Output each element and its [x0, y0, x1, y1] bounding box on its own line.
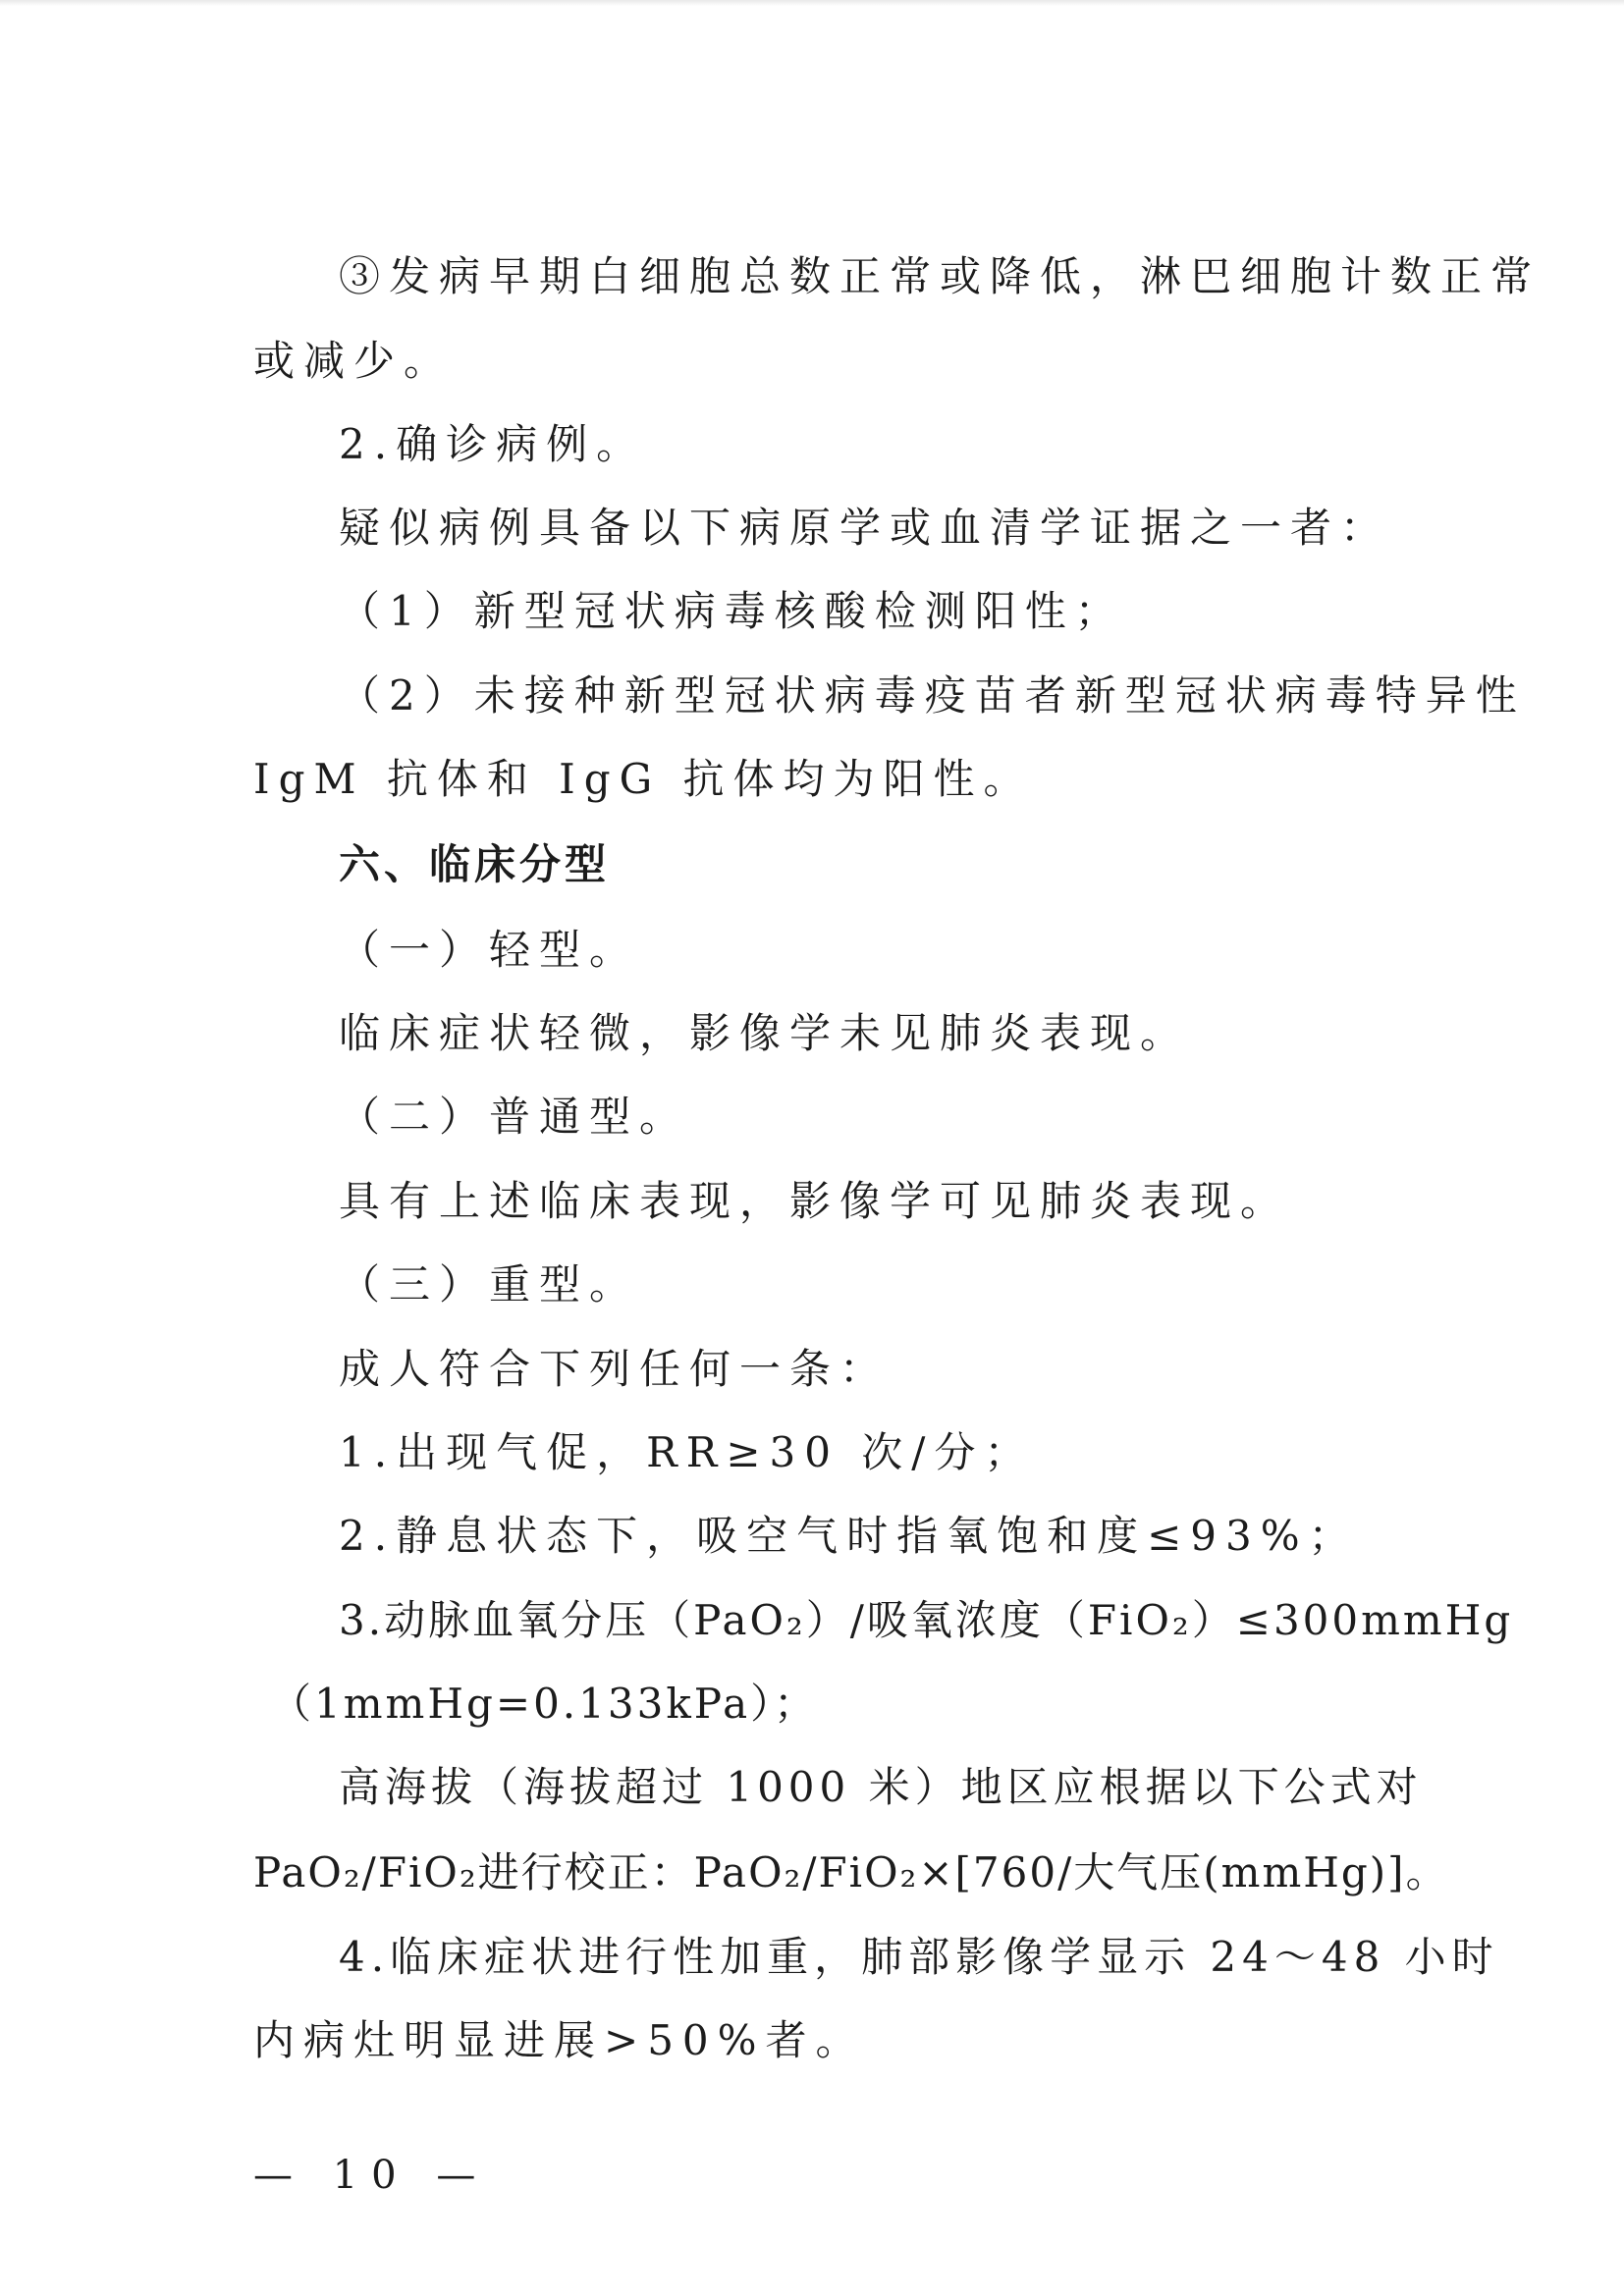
body-line-22: 内病灶明显进展>50%者。: [253, 2016, 866, 2064]
body-line-16: 2.静息状态下，吸空气时指氧饱和度≤93%；: [339, 1512, 1359, 1560]
body-line-14: 成人符合下列任何一条：: [339, 1345, 891, 1393]
body-line-21: 4.临床症状进行性加重，肺部影像学显示 24～48 小时: [339, 1933, 1499, 1981]
body-line-10: 临床症状轻微，影像学未见肺炎表现。: [339, 1009, 1191, 1057]
body-line-2: 或减少。: [253, 337, 455, 385]
section-heading: 六、临床分型: [339, 840, 611, 888]
body-line-18: （1mmHg=0.133kPa）；: [270, 1680, 819, 1728]
body-line-6: （2）未接种新型冠状病毒疫苗者新型冠状病毒特异性: [339, 671, 1526, 720]
body-line-1: ③发病早期白细胞总数正常或降低，淋巴细胞计数正常: [339, 252, 1542, 300]
page-number: — 10 —: [253, 2153, 490, 2198]
subheading-common: （二）普通型。: [339, 1093, 690, 1141]
body-line-4: 疑似病例具备以下病原学或血清学证据之一者：: [339, 504, 1391, 552]
body-line-17: 3.动脉血氧分压（PaO₂）/吸氧浓度（FiO₂）≤300mmHg: [339, 1596, 1514, 1644]
body-line-3: 2.确诊病例。: [339, 420, 647, 468]
body-line-20: PaO₂/FiO₂进行校正：PaO₂/FiO₂×[760/大气压(mmHg)]。: [253, 1848, 1449, 1896]
body-line-12: 具有上述临床表现，影像学可见肺炎表现。: [339, 1177, 1291, 1225]
subheading-severe: （三）重型。: [339, 1260, 640, 1308]
body-line-7: IgM 抗体和 IgG 抗体均为阳性。: [253, 755, 1034, 803]
body-line-19: 高海拔（海拔超过 1000 米）地区应根据以下公式对: [339, 1763, 1423, 1811]
subheading-mild: （一）轻型。: [339, 926, 640, 974]
scan-edge: [0, 0, 1624, 6]
body-line-5: （1）新型冠状病毒核酸检测阳性；: [339, 587, 1125, 635]
body-line-15: 1.出现气促，RR≥30 次/分；: [339, 1428, 1035, 1476]
